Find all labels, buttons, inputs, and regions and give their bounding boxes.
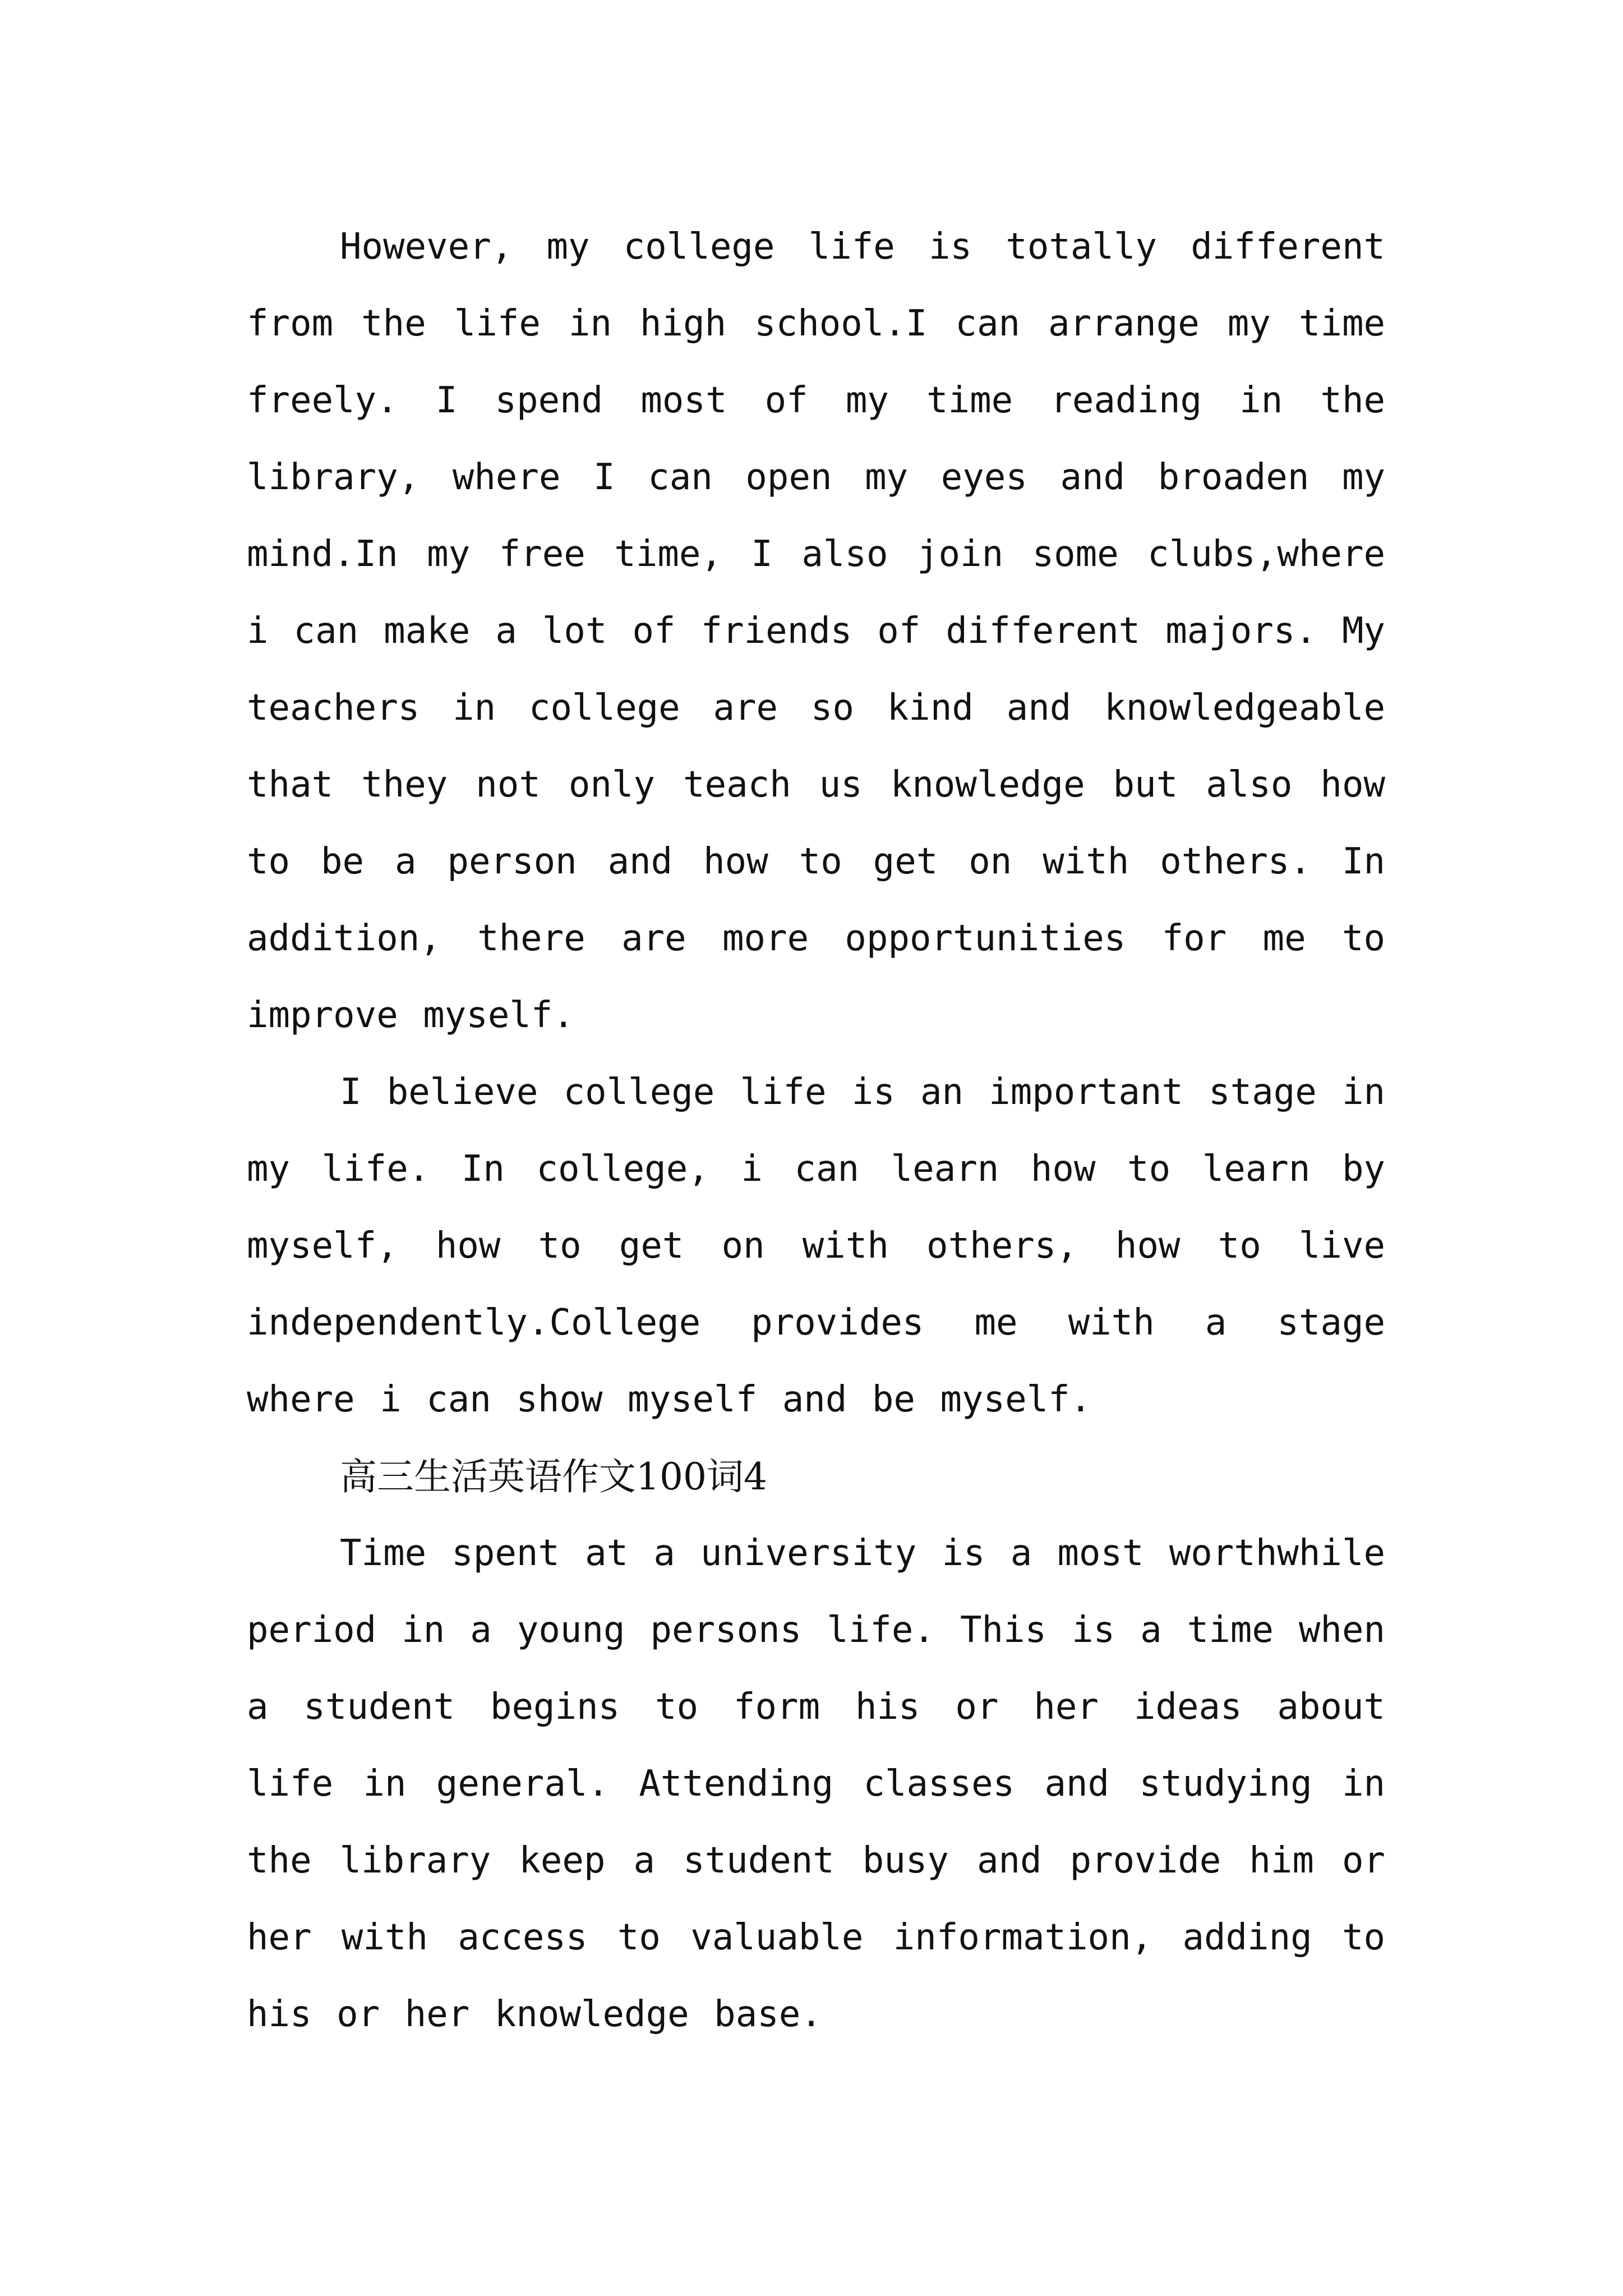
paragraph-university-time: Time spent at a university is a most worthwhile period in a young persons life. This is a time when a student begins to form his or her ideas about life in general. Attending classes and studying in the library keep a student busy and provide him or her with access to valuable information, adding to his or her knowledge base.: [247, 1533, 1385, 2035]
section-heading: 高三生活英语作文100词4: [340, 1455, 767, 1498]
paragraph-college-life: However, my college life is totally different from the life in high school.I can arrange my time freely. I spend most of my time reading in the library, where I can open my eyes and broaden my mind.In my free time, I also join some clubs,where i can make a lot of friends of different majors. My teachers in college are so kind and knowledgeable that they not only teach us knowledge but also how to be a person and how to get on with others. In addition, there are more opportunities for me to improve myself.: [247, 226, 1385, 1036]
document-body: [247, 209, 1385, 2053]
paragraph-important-stage: I believe college life is an important stage in my life. In college, i can learn how to learn by myself, how to get on with others, how to live independently.College provides me with a stage where i can show myself and be myself.: [247, 1071, 1385, 1420]
